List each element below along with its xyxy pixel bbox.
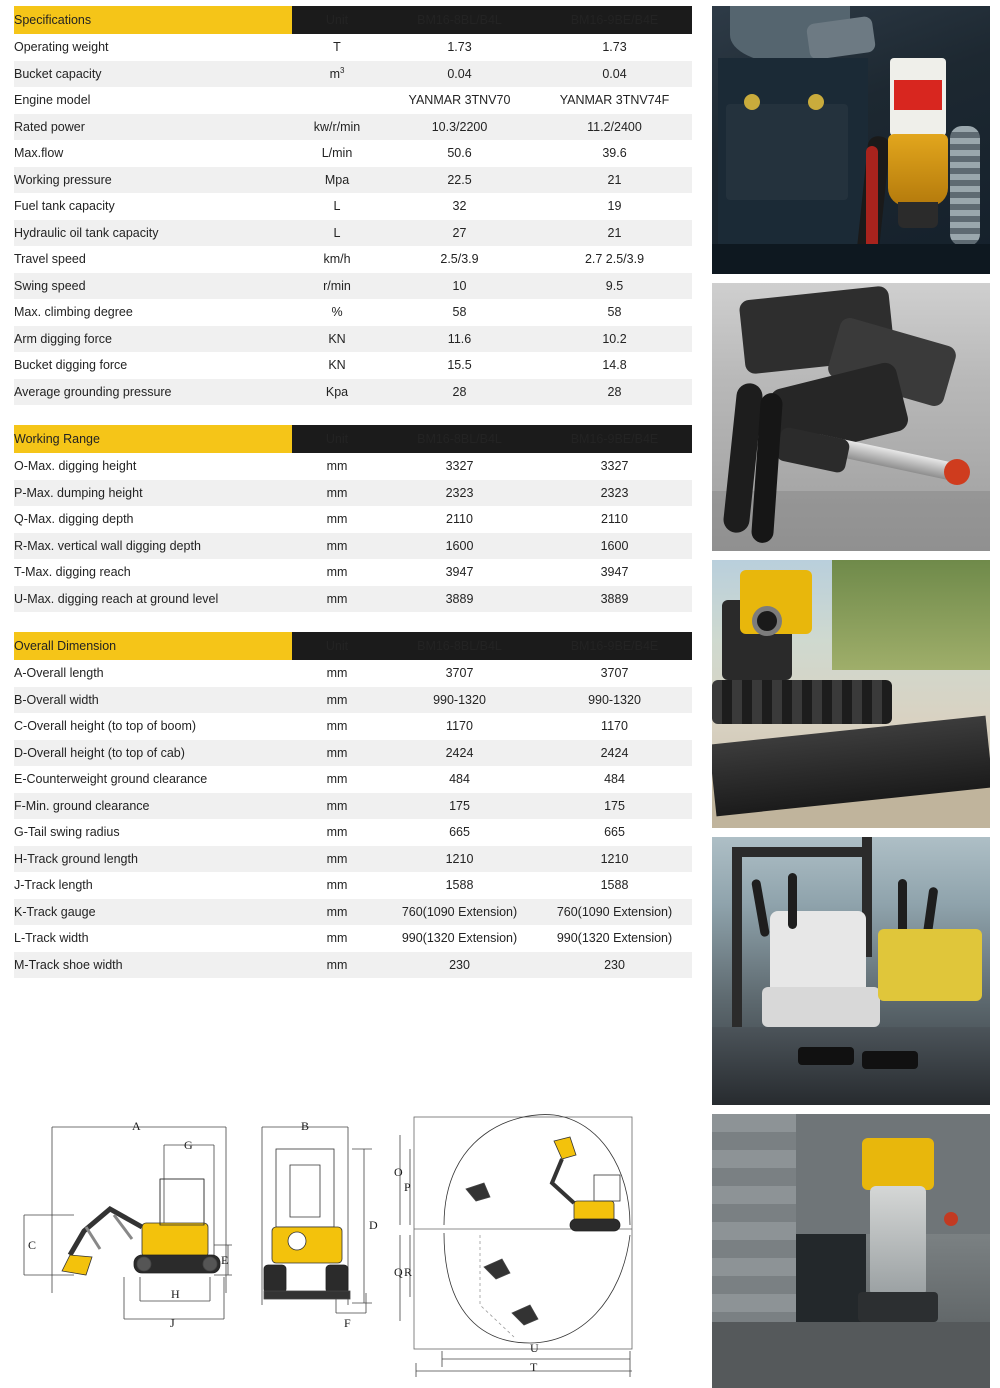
row-unit: km/h bbox=[292, 246, 382, 273]
tables-column bbox=[14, 6, 692, 978]
table-divider bbox=[14, 405, 692, 425]
row-label: C-Overall height (to top of boom) bbox=[14, 713, 292, 740]
model-header-2: BM16-9BE/B4E bbox=[537, 632, 692, 660]
row-unit: r/min bbox=[292, 273, 382, 300]
row-value-1: 1600 bbox=[382, 533, 537, 560]
row-label: Hydraulic oil tank capacity bbox=[14, 220, 292, 247]
row-unit: T bbox=[292, 34, 382, 61]
table-row bbox=[14, 586, 692, 613]
row-label: L-Track width bbox=[14, 925, 292, 952]
row-value-1: 11.6 bbox=[382, 326, 537, 353]
table-row bbox=[14, 114, 692, 141]
operator-seat-controls-photo bbox=[712, 837, 990, 1105]
row-value-1: 990(1320 Extension) bbox=[382, 925, 537, 952]
row-unit: L/min bbox=[292, 140, 382, 167]
row-value-1: 175 bbox=[382, 793, 537, 820]
row-value-1: 1.73 bbox=[382, 34, 537, 61]
row-label: T-Max. digging reach bbox=[14, 559, 292, 586]
dimension-drawings bbox=[14, 1105, 692, 1380]
row-value-1: 1588 bbox=[382, 872, 537, 899]
row-value-1: 2424 bbox=[382, 740, 537, 767]
dim-label-d: D bbox=[369, 1218, 378, 1232]
table-header-row bbox=[14, 632, 692, 660]
row-unit: Mpa bbox=[292, 167, 382, 194]
table-row bbox=[14, 220, 692, 247]
table-row bbox=[14, 379, 692, 406]
row-unit: mm bbox=[292, 766, 382, 793]
row-label: B-Overall width bbox=[14, 687, 292, 714]
table-row bbox=[14, 61, 692, 88]
row-value-2: 9.5 bbox=[537, 273, 692, 300]
row-label: Average grounding pressure bbox=[14, 379, 292, 406]
table-row bbox=[14, 326, 692, 353]
row-value-2: 175 bbox=[537, 793, 692, 820]
row-label: P-Max. dumping height bbox=[14, 480, 292, 507]
table-row bbox=[14, 193, 692, 220]
row-value-2: 14.8 bbox=[537, 352, 692, 379]
row-label: U-Max. digging reach at ground level bbox=[14, 586, 292, 613]
table-row bbox=[14, 713, 692, 740]
row-value-2: 1600 bbox=[537, 533, 692, 560]
row-value-2: 3889 bbox=[537, 586, 692, 613]
row-value-1: YANMAR 3TNV70 bbox=[382, 87, 537, 114]
row-label: Max. climbing degree bbox=[14, 299, 292, 326]
row-label: E-Counterweight ground clearance bbox=[14, 766, 292, 793]
unit-exponent: 3 bbox=[339, 66, 345, 76]
row-value-2: 0.04 bbox=[537, 61, 692, 88]
table-row bbox=[14, 899, 692, 926]
row-value-1: 1210 bbox=[382, 846, 537, 873]
row-value-1: 990-1320 bbox=[382, 687, 537, 714]
table-row bbox=[14, 872, 692, 899]
row-label: Travel speed bbox=[14, 246, 292, 273]
dim-label-q: Q bbox=[394, 1265, 403, 1279]
dim-label-o: O bbox=[394, 1165, 403, 1179]
row-value-2: YANMAR 3TNV74F bbox=[537, 87, 692, 114]
row-value-2: 11.2/2400 bbox=[537, 114, 692, 141]
dim-label-j: J bbox=[170, 1316, 175, 1330]
row-label: G-Tail swing radius bbox=[14, 819, 292, 846]
row-value-2: 21 bbox=[537, 167, 692, 194]
row-unit bbox=[292, 87, 382, 114]
dim-label-c: C bbox=[28, 1238, 37, 1252]
row-unit: % bbox=[292, 299, 382, 326]
row-value-2: 58 bbox=[537, 299, 692, 326]
row-value-2: 21 bbox=[537, 220, 692, 247]
row-label: A-Overall length bbox=[14, 660, 292, 687]
row-unit: mm bbox=[292, 687, 382, 714]
row-value-1: 2.5/3.9 bbox=[382, 246, 537, 273]
row-value-2: 230 bbox=[537, 952, 692, 979]
row-value-2: 2110 bbox=[537, 506, 692, 533]
unit-header: Unit bbox=[292, 632, 382, 660]
table-title: Working Range bbox=[14, 425, 292, 453]
row-value-2: 28 bbox=[537, 379, 692, 406]
row-value-2: 665 bbox=[537, 819, 692, 846]
row-label: Working pressure bbox=[14, 167, 292, 194]
swing-motor-undercarriage-photo bbox=[712, 1114, 990, 1388]
table-row bbox=[14, 687, 692, 714]
row-label: F-Min. ground clearance bbox=[14, 793, 292, 820]
row-unit: mm bbox=[292, 872, 382, 899]
engine-fuel-filter-photo bbox=[712, 6, 990, 274]
row-value-2: 760(1090 Extension) bbox=[537, 899, 692, 926]
unit-base: m bbox=[329, 67, 340, 82]
row-unit: mm bbox=[292, 480, 382, 507]
row-value-1: 10 bbox=[382, 273, 537, 300]
model-header-2: BM16-9BE/B4E bbox=[537, 425, 692, 453]
dim-label-u: U bbox=[530, 1341, 539, 1355]
row-value-1: 3707 bbox=[382, 660, 537, 687]
row-unit: mm bbox=[292, 819, 382, 846]
row-label: K-Track gauge bbox=[14, 899, 292, 926]
model-header-1: BM16-8BL/B4L bbox=[382, 425, 537, 453]
row-label: Swing speed bbox=[14, 273, 292, 300]
row-value-1: 1170 bbox=[382, 713, 537, 740]
row-value-1: 50.6 bbox=[382, 140, 537, 167]
dimension-drawings-svg bbox=[14, 1105, 692, 1380]
table-row bbox=[14, 299, 692, 326]
table-row bbox=[14, 533, 692, 560]
row-label: Q-Max. digging depth bbox=[14, 506, 292, 533]
table-row bbox=[14, 846, 692, 873]
working-range-table bbox=[14, 425, 692, 612]
row-unit: mm bbox=[292, 740, 382, 767]
row-unit: mm bbox=[292, 586, 382, 613]
row-label: J-Track length bbox=[14, 872, 292, 899]
table-row bbox=[14, 273, 692, 300]
row-unit: mm bbox=[292, 713, 382, 740]
row-unit bbox=[292, 61, 382, 88]
row-value-1: 230 bbox=[382, 952, 537, 979]
row-value-1: 484 bbox=[382, 766, 537, 793]
row-unit: L bbox=[292, 193, 382, 220]
dim-label-b: B bbox=[301, 1119, 310, 1133]
model-header-1: BM16-8BL/B4L bbox=[382, 6, 537, 34]
row-label: Bucket digging force bbox=[14, 352, 292, 379]
row-value-1: 760(1090 Extension) bbox=[382, 899, 537, 926]
row-unit: mm bbox=[292, 899, 382, 926]
row-label: Rated power bbox=[14, 114, 292, 141]
row-unit: mm bbox=[292, 925, 382, 952]
row-value-2: 19 bbox=[537, 193, 692, 220]
row-value-2: 3327 bbox=[537, 453, 692, 480]
row-unit: mm bbox=[292, 533, 382, 560]
row-value-1: 665 bbox=[382, 819, 537, 846]
row-unit: mm bbox=[292, 793, 382, 820]
unit-header: Unit bbox=[292, 6, 382, 34]
row-value-2: 1210 bbox=[537, 846, 692, 873]
table-row bbox=[14, 952, 692, 979]
row-unit: KN bbox=[292, 352, 382, 379]
table-row bbox=[14, 34, 692, 61]
table-title: Overall Dimension bbox=[14, 632, 292, 660]
row-label: M-Track shoe width bbox=[14, 952, 292, 979]
photos-column bbox=[712, 6, 990, 1388]
row-value-1: 0.04 bbox=[382, 61, 537, 88]
row-unit: L bbox=[292, 220, 382, 247]
row-unit: mm bbox=[292, 952, 382, 979]
row-value-1: 3947 bbox=[382, 559, 537, 586]
table-row bbox=[14, 793, 692, 820]
row-label: O-Max. digging height bbox=[14, 453, 292, 480]
table-row bbox=[14, 87, 692, 114]
model-header-2: BM16-9BE/B4E bbox=[537, 6, 692, 34]
row-value-1: 32 bbox=[382, 193, 537, 220]
row-value-2: 484 bbox=[537, 766, 692, 793]
dim-label-r: R bbox=[404, 1265, 413, 1279]
row-value-1: 15.5 bbox=[382, 352, 537, 379]
table-row bbox=[14, 506, 692, 533]
row-value-2: 990-1320 bbox=[537, 687, 692, 714]
row-label: R-Max. vertical wall digging depth bbox=[14, 533, 292, 560]
row-value-1: 3327 bbox=[382, 453, 537, 480]
table-row bbox=[14, 246, 692, 273]
row-unit: mm bbox=[292, 559, 382, 586]
row-unit: mm bbox=[292, 506, 382, 533]
table-row bbox=[14, 819, 692, 846]
dim-label-p: P bbox=[404, 1180, 411, 1194]
row-value-1: 2323 bbox=[382, 480, 537, 507]
row-value-2: 1.73 bbox=[537, 34, 692, 61]
model-header-1: BM16-8BL/B4L bbox=[382, 632, 537, 660]
row-label: Operating weight bbox=[14, 34, 292, 61]
row-label: Bucket capacity bbox=[14, 61, 292, 88]
row-value-1: 58 bbox=[382, 299, 537, 326]
row-unit: Kpa bbox=[292, 379, 382, 406]
row-unit: mm bbox=[292, 846, 382, 873]
row-value-1: 27 bbox=[382, 220, 537, 247]
dim-label-a: A bbox=[132, 1119, 141, 1133]
boom-cylinder-linkage-photo bbox=[712, 283, 990, 551]
row-value-1: 28 bbox=[382, 379, 537, 406]
row-label: Engine model bbox=[14, 87, 292, 114]
row-value-2: 3947 bbox=[537, 559, 692, 586]
row-unit: kw/r/min bbox=[292, 114, 382, 141]
table-row bbox=[14, 559, 692, 586]
row-value-1: 22.5 bbox=[382, 167, 537, 194]
table-header-row bbox=[14, 6, 692, 34]
row-label: H-Track ground length bbox=[14, 846, 292, 873]
table-header-row bbox=[14, 425, 692, 453]
row-value-1: 10.3/2200 bbox=[382, 114, 537, 141]
table-title: Specifications bbox=[14, 6, 292, 34]
table-row bbox=[14, 453, 692, 480]
row-label: Max.flow bbox=[14, 140, 292, 167]
overall-dimension-table bbox=[14, 632, 692, 978]
dim-label-e: E bbox=[221, 1253, 229, 1267]
row-unit: KN bbox=[292, 326, 382, 353]
row-value-2: 1170 bbox=[537, 713, 692, 740]
dim-label-h: H bbox=[171, 1287, 180, 1301]
row-unit: mm bbox=[292, 453, 382, 480]
row-value-2: 1588 bbox=[537, 872, 692, 899]
row-label: D-Overall height (to top of cab) bbox=[14, 740, 292, 767]
row-value-2: 3707 bbox=[537, 660, 692, 687]
row-value-1: 2110 bbox=[382, 506, 537, 533]
table-row bbox=[14, 660, 692, 687]
dim-label-t: T bbox=[530, 1360, 538, 1374]
row-unit: mm bbox=[292, 660, 382, 687]
table-row bbox=[14, 480, 692, 507]
table-row bbox=[14, 740, 692, 767]
row-value-2: 2.7 2.5/3.9 bbox=[537, 246, 692, 273]
table-row bbox=[14, 140, 692, 167]
table-row bbox=[14, 167, 692, 194]
dim-label-g: G bbox=[184, 1138, 193, 1152]
specifications-table bbox=[14, 6, 692, 405]
table-divider bbox=[14, 612, 692, 632]
row-label: Arm digging force bbox=[14, 326, 292, 353]
unit-header: Unit bbox=[292, 425, 382, 453]
dozer-blade-photo bbox=[712, 560, 990, 828]
row-value-2: 2424 bbox=[537, 740, 692, 767]
table-row bbox=[14, 925, 692, 952]
row-value-2: 10.2 bbox=[537, 326, 692, 353]
row-label: Fuel tank capacity bbox=[14, 193, 292, 220]
row-value-2: 990(1320 Extension) bbox=[537, 925, 692, 952]
table-row bbox=[14, 766, 692, 793]
table-row bbox=[14, 352, 692, 379]
row-value-2: 2323 bbox=[537, 480, 692, 507]
dim-label-f: F bbox=[344, 1316, 351, 1330]
row-value-2: 39.6 bbox=[537, 140, 692, 167]
row-value-1: 3889 bbox=[382, 586, 537, 613]
